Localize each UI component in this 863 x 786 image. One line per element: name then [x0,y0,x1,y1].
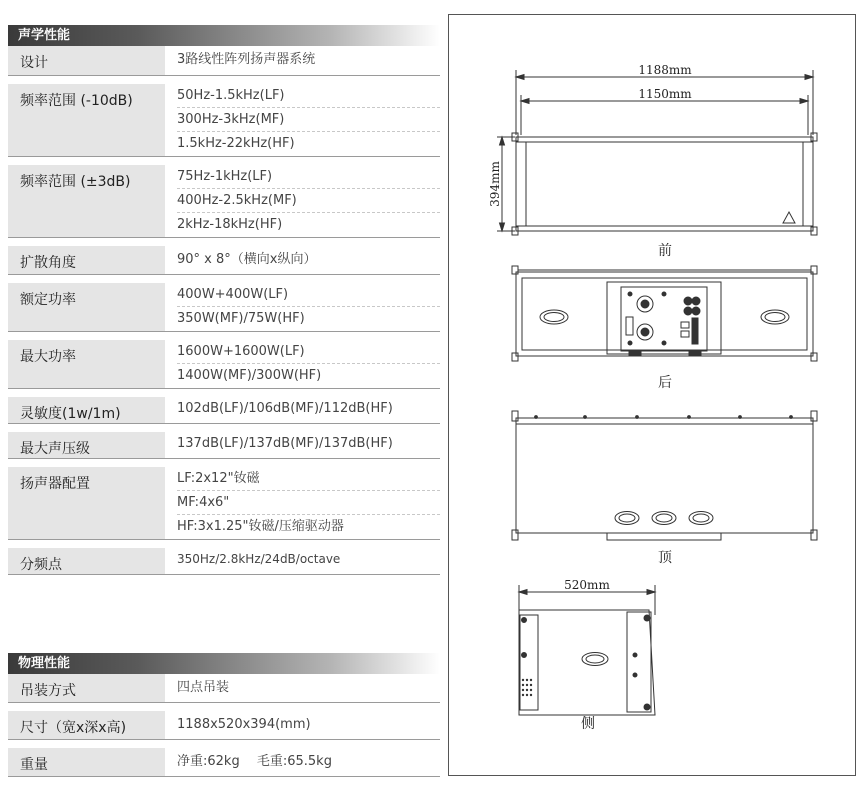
spec-label: 吊装方式 [8,674,165,702]
spec-value: 四点吊装 [177,680,230,695]
spec-value: 50Hz-1.5kHz(LF) [177,84,440,108]
spec-row-max-spl [8,432,440,459]
side-view-drawing [519,585,655,715]
spec-row-sensitivity [8,397,440,424]
spec-value: 75Hz-1kHz(LF) [177,165,440,189]
physical-section-header: 物理性能 [8,653,440,674]
spec-row-dispersion [8,246,440,275]
side-dim-depth-label: 520mm [564,578,610,592]
spec-label: 设计 [8,46,165,75]
spec-row-freq-10db [8,84,440,157]
technical-drawings [449,15,855,775]
spec-value: 3路线性阵列扬声器系统 [177,52,316,67]
spec-value: 1.5kHz-22kHz(HF) [177,136,295,151]
spec-value: 300Hz-3kHz(MF) [177,108,440,132]
spec-row-rated-power [8,283,440,332]
front-dim-outer-label: 1188mm [638,63,692,77]
spec-value: LF:2x12"钕磁 [177,467,440,491]
spec-row-driver-config [8,467,440,540]
spec-label: 最大声压级 [8,432,165,458]
spec-value: 2kHz-18kHz(HF) [177,217,283,232]
spec-value: 1600W+1600W(LF) [177,340,440,364]
rear-view-drawing [512,266,817,361]
top-view-drawing [512,411,817,540]
technical-drawing-panel [448,14,856,776]
acoustic-spec-table [8,46,440,575]
front-dim-height-label: 394mm [488,161,502,207]
spec-value: 400Hz-2.5kHz(MF) [177,189,440,213]
physical-spec-table [8,674,440,777]
rear-view-caption: 后 [658,375,672,391]
side-view-caption: 侧 [581,716,595,732]
spec-value: 137dB(LF)/137dB(MF)/137dB(HF) [177,436,393,451]
spec-value: 350W(MF)/75W(HF) [177,311,305,326]
spec-label: 扬声器配置 [8,467,165,539]
spec-label: 分频点 [8,548,165,574]
spec-label: 额定功率 [8,283,165,331]
spec-label: 扩散角度 [8,246,165,274]
spec-label: 灵敏度(1w/1m) [8,397,165,423]
spec-row-freq-3db [8,165,440,238]
spec-row-rigging [8,674,440,703]
spec-label: 最大功率 [8,340,165,388]
spec-label: 重量 [8,748,165,776]
spec-value: HF:3x1.25"钕磁/压缩驱动器 [177,519,344,534]
spec-value: 1400W(MF)/300W(HF) [177,368,322,383]
spec-row-design [8,46,440,76]
spec-label: 频率范围 (-10dB) [8,84,165,156]
spec-value: 净重:62kg 毛重:65.5kg [177,754,332,769]
spec-row-crossover [8,548,440,575]
spec-value: MF:4x6" [177,491,440,515]
spec-row-dimensions [8,711,440,740]
top-view-caption: 顶 [658,550,672,566]
front-view-caption: 前 [658,243,672,259]
spec-label: 频率范围 (±3dB) [8,165,165,237]
spec-value: 400W+400W(LF) [177,283,440,307]
spec-value: 102dB(LF)/106dB(MF)/112dB(HF) [177,401,393,416]
spec-row-max-power [8,340,440,389]
spec-value: 350Hz/2.8kHz/24dB/octave [177,552,341,566]
front-dim-inner-label: 1150mm [638,87,692,101]
spec-label: 尺寸（宽x深x高) [8,711,165,739]
acoustic-section-header: 声学性能 [8,25,440,46]
spec-value: 90° x 8°（横向x纵向） [177,252,317,267]
spec-row-weight [8,748,440,777]
spec-value: 1188x520x394(mm) [177,717,311,732]
